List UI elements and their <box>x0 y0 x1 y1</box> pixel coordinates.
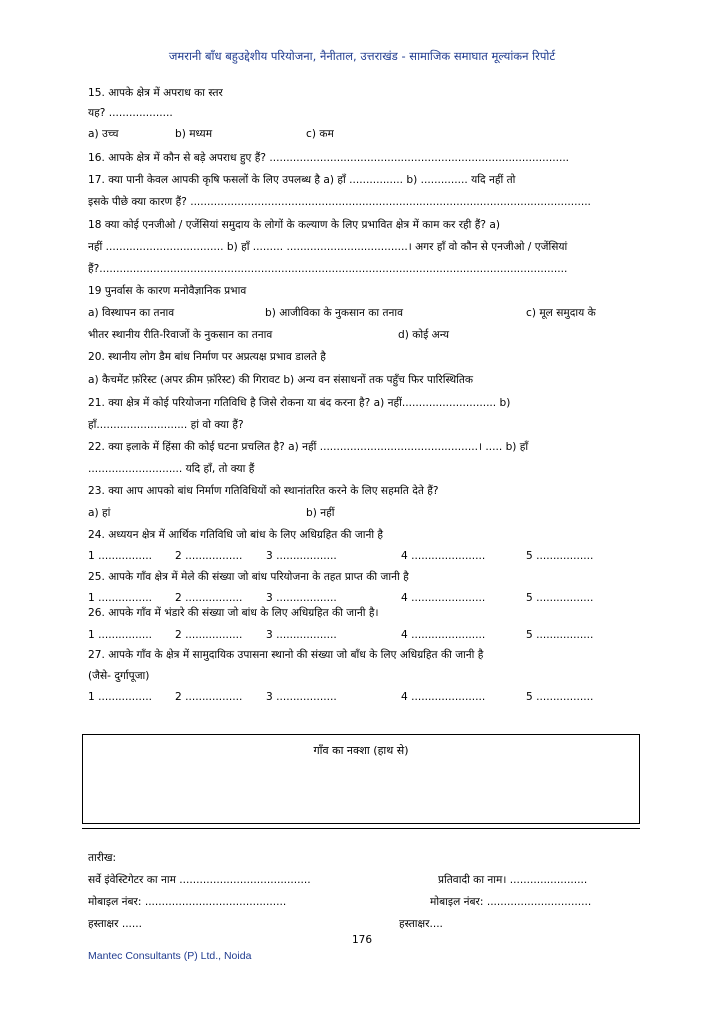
footer-company: Mantec Consultants (P) Ltd., Noida <box>88 950 252 962</box>
q17-question: 17. क्या पानी केवल आपकी कृषि फसलों के लिए उपलब्ध है a) हाँ ................ b) .............. यदि नहीं तो <box>88 174 516 186</box>
blank-5: 5 ................. <box>526 550 594 562</box>
divider-line <box>82 828 640 829</box>
blank-3: 3 .................. <box>266 550 337 562</box>
q21-question: 21. क्या क्षेत्र में कोई परियोजना गतिविधि है जिसे रोकना या बंद करना है? a) नहीं............................ b) <box>88 397 511 409</box>
q20-options: a) कैचमेंट फ़ॉरेस्ट (अपर क्रीम फ़ॉरेस्ट) की गिरावट b) अन्य वन संसाधनों तक पहुँच फिर पारिस्थितिक <box>88 374 474 386</box>
blank-4: 4 ...................... <box>401 550 486 562</box>
blank-4: 4 ...................... <box>401 592 486 604</box>
blank-5: 5 ................. <box>526 592 594 604</box>
report-header: जमरानी बाँध बहुउद्देशीय परियोजना, नैनीताल, उत्तराखंड - सामाजिक समाघात मूल्यांकन रिपोर्ट <box>168 49 556 63</box>
q19-question: 19 पुनर्वास के कारण मनोवैज्ञानिक प्रभाव <box>88 285 247 297</box>
q27-question-cont: (जैसे- दुर्गापूजा) <box>88 670 150 682</box>
blank-2: 2 ................. <box>175 550 243 562</box>
q18-question-cont: नहीं ................................... b) हाँ ......... ....................................। अगर हाँ वो कौन से एनजीओ / एजेंसियां <box>88 241 568 253</box>
investigator-mobile-field: मोबाइल नंबर: .......................................... <box>88 896 287 908</box>
blank-2: 2 ................. <box>175 629 243 641</box>
q23-option-a: a) हां <box>88 507 111 519</box>
date-label: तारीख: <box>88 852 117 864</box>
q18-question: 18 क्या कोई एनजीओ / एजेंसियां समुदाय के लोगों के कल्याण के लिए प्रभावित क्षेत्र में काम कर रही हैं? a) <box>88 219 501 231</box>
q26-question: 26. आपके गाँव में भंडारे की संख्या जो बांध के लिए अधिग्रहित की जानी है। <box>88 607 379 619</box>
blank-4: 4 ...................... <box>401 629 486 641</box>
blank-1: 1 ................ <box>88 629 152 641</box>
blank-5: 5 ................. <box>526 691 594 703</box>
blank-1: 1 ................ <box>88 550 152 562</box>
q23-option-b: b) नहीं <box>306 507 335 519</box>
q24-question: 24. अध्ययन क्षेत्र में आर्थिक गतिविधि जो बांध के लिए अधिग्रहित की जानी है <box>88 529 384 541</box>
q15-answer-blank: यह? ................... <box>88 107 173 119</box>
q19-option-b: b) आजीविका के नुकसान का तनाव <box>265 307 404 319</box>
q19-option-a: a) विस्थापन का तनाव <box>88 307 175 319</box>
investigator-signature-field: हस्ताक्षर ...... <box>88 918 143 930</box>
q27-question: 27. आपके गाँव के क्षेत्र में सामुदायिक उपासना स्थानो की संख्या जो बाँध के लिए अधिग्रहित की जानी है <box>88 649 484 661</box>
blank-1: 1 ................ <box>88 691 152 703</box>
blank-5: 5 ................. <box>526 629 594 641</box>
blank-3: 3 .................. <box>266 629 337 641</box>
q22-question: 22. क्या इलाके में हिंसा की कोई घटना प्रचलित है? a) नहीं ...............................................। ..... b) हाँ <box>88 441 529 453</box>
blank-4: 4 ...................... <box>401 691 486 703</box>
q19-option-d: d) कोई अन्य <box>398 329 450 341</box>
respondent-signature-field: हस्ताक्षर.... <box>399 918 443 930</box>
blank-3: 3 .................. <box>266 592 337 604</box>
q21-question-cont: हाँ........................... हां वो क्या हैं? <box>88 419 244 431</box>
blank-2: 2 ................. <box>175 691 243 703</box>
q20-question: 20. स्थानीय लोग डैम बांध निर्माण पर अप्रत्यक्ष प्रभाव डालते है <box>88 351 326 363</box>
q19-option-c-cont: भीतर स्थानीय रीति-रिवाजों के नुकसान का तनाव <box>88 329 273 341</box>
village-map-title: गाँव का नक्शा (हाथ से) <box>313 744 409 757</box>
q25-question: 25. आपके गाँव क्षेत्र में मेले की संख्या जो बांध परियोजना के तहत प्राप्त की जानी है <box>88 571 409 583</box>
page-number: 176 <box>351 934 373 946</box>
blank-3: 3 .................. <box>266 691 337 703</box>
q15-option-a: a) उच्च <box>88 128 119 140</box>
q15-option-c: c) कम <box>306 128 334 140</box>
q15-question: 15. आपके क्षेत्र में अपराध का स्तर <box>88 87 223 99</box>
q15-option-b: b) मध्यम <box>175 128 213 140</box>
blank-2: 2 ................. <box>175 592 243 604</box>
q16-question: 16. आपके क्षेत्र में कौन से बड़े अपराध हुए हैं? ......................................................................................... <box>88 152 570 164</box>
village-map-box <box>82 734 640 824</box>
q18-question-end: हैं?........................................................................................................................................... <box>88 263 568 275</box>
investigator-name-field: सर्वे इंवेस्टिगेटर का नाम ....................................... <box>88 874 311 886</box>
q23-question: 23. क्या आप आपको बांध निर्माण गतिविधियों को स्थानांतरित करने के लिए सहमति देते हैं? <box>88 485 439 497</box>
blank-1: 1 ................ <box>88 592 152 604</box>
q17-question-cont: इसके पीछे क्या कारण हैं? ....................................................................................................................... <box>88 196 591 208</box>
q22-question-cont: ............................ यदि हाँ, तो क्या हैं <box>88 463 255 475</box>
respondent-mobile-field: मोबाइल नंबर: ............................... <box>430 896 592 908</box>
q19-option-c: c) मूल समुदाय के <box>526 307 596 319</box>
respondent-name-field: प्रतिवादी का नाम। ....................... <box>438 874 588 886</box>
